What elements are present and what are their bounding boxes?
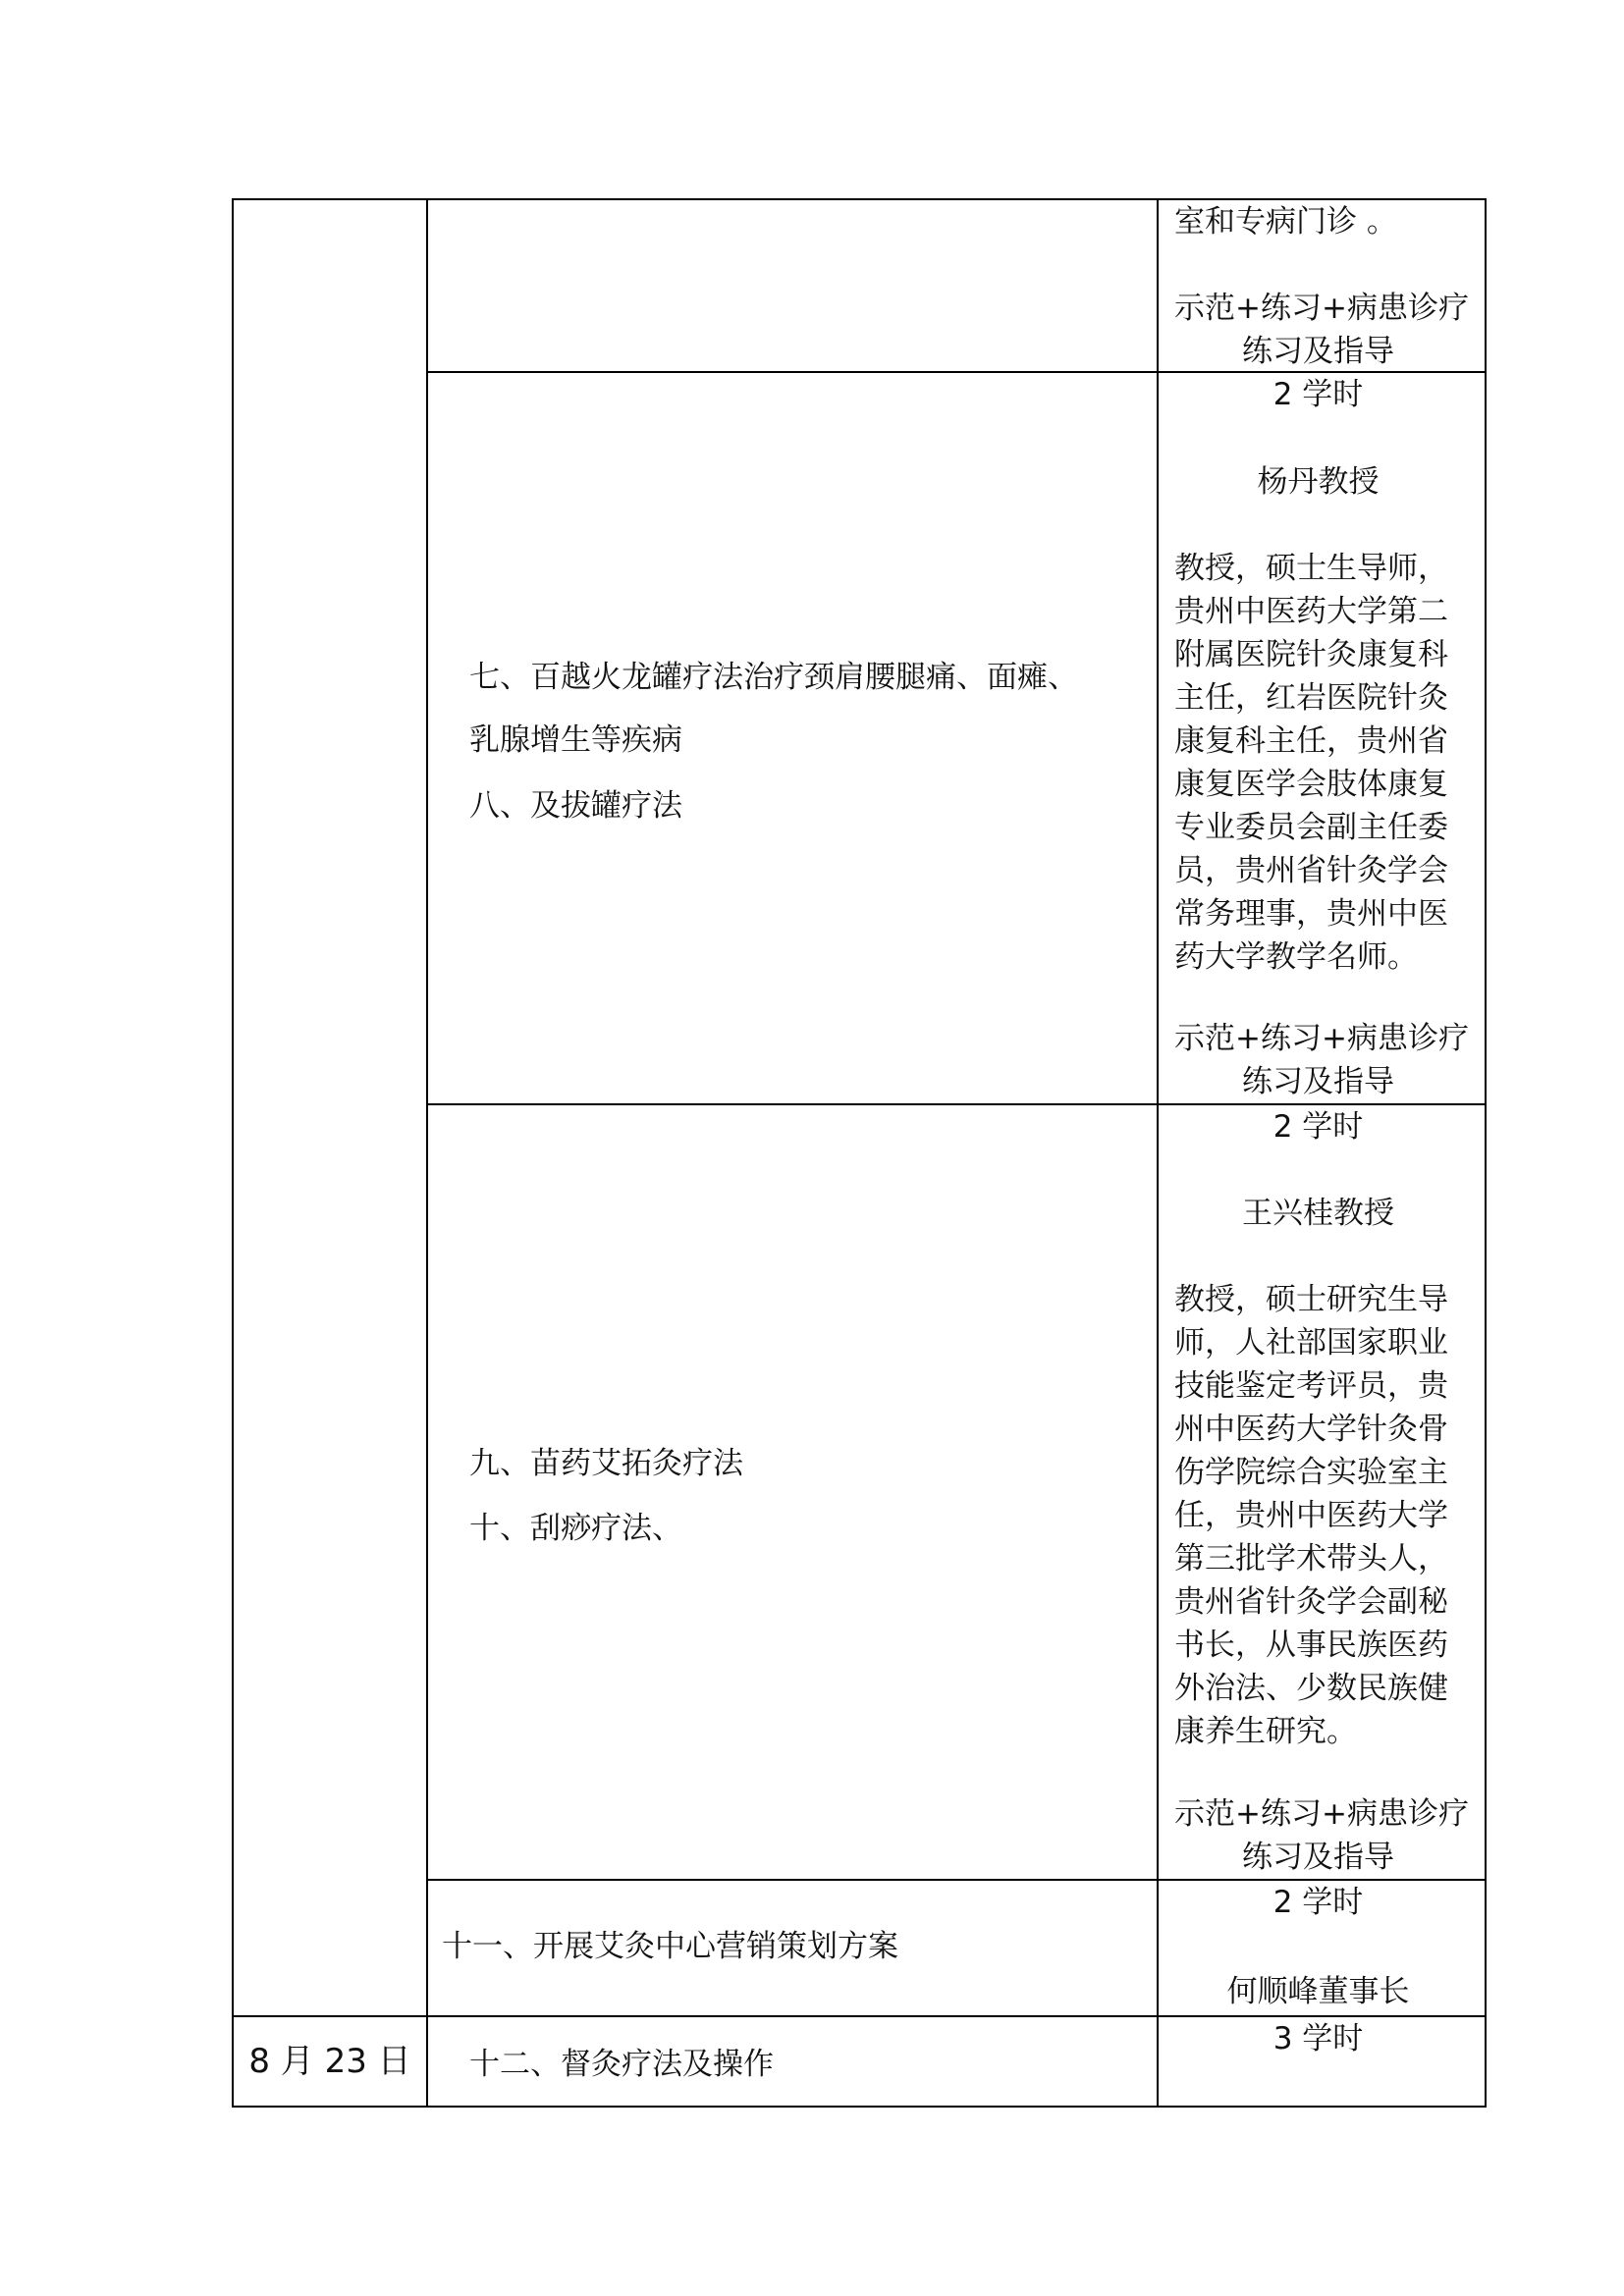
row0-right-top: 室和专病门诊 。 <box>1174 204 1397 240</box>
row1-hours: 2 学时 <box>1272 377 1364 412</box>
row1-topic-line3: 八、及拔罐疗法 <box>469 788 682 824</box>
row1-bio: 教授，硕士生导师， 贵州中医药大学第二 附属医院针灸康复科 主任，红岩医院针灸 康复科主任，贵州省 康复医学会肢体康复 专业委员会副主任委 员，贵州省针灸学会 常务理事，贵州中医 药大学教学名师。 <box>1174 551 1448 975</box>
row1-topic-line2: 乳腺增生等疾病 <box>469 722 682 758</box>
date-cell: 8 月 23 日 <box>248 2042 411 2081</box>
row1-method-line2: 练习及指导 <box>1242 1064 1394 1099</box>
row0-method-line1: 示范+练习+病患诊疗 <box>1174 291 1469 326</box>
table-border-right <box>1485 198 1487 2108</box>
row2-hours: 2 学时 <box>1272 1109 1364 1145</box>
row2-method-line1: 示范+练习+病患诊疗 <box>1174 1796 1469 1832</box>
row3-hours: 2 学时 <box>1272 1885 1364 1920</box>
row2-topic-line2: 十、刮痧疗法、 <box>469 1511 682 1546</box>
row2-lecturer: 王兴桂教授 <box>1242 1196 1394 1231</box>
row3-topic: 十一、开展艾灸中心营销策划方案 <box>442 1929 898 1964</box>
table-border-bottom <box>232 2106 1487 2108</box>
row0-method-line2: 练习及指导 <box>1242 334 1394 369</box>
row2-bio: 教授，硕士研究生导 师，人社部国家职业 技能鉴定考评员，贵 州中医药大学针灸骨 伤学院综合实验室主 任，贵州中医药大学 第三批学术带头人， 贵州省针灸学会副秘 书长，从事民族医药 外治法、少数民族健 康养生研究。 <box>1174 1282 1448 1749</box>
row1-lecturer: 杨丹教授 <box>1257 464 1380 500</box>
row2-method-line2: 练习及指导 <box>1242 1840 1394 1875</box>
row2-topic-line1: 九、苗药艾拓灸疗法 <box>469 1446 743 1481</box>
table-border-col1 <box>426 198 428 2108</box>
row3-lecturer: 何顺峰董事长 <box>1226 1974 1410 2009</box>
row4-topic: 十二、督灸疗法及操作 <box>469 2047 774 2082</box>
table-border-left <box>232 198 234 2108</box>
row4-hours: 3 学时 <box>1272 2021 1364 2056</box>
row1-method-line1: 示范+练习+病患诊疗 <box>1174 1021 1469 1056</box>
row1-topic-line1: 七、百越火龙罐疗法治疗颈肩腰腿痛、面瘫、 <box>469 660 1078 695</box>
